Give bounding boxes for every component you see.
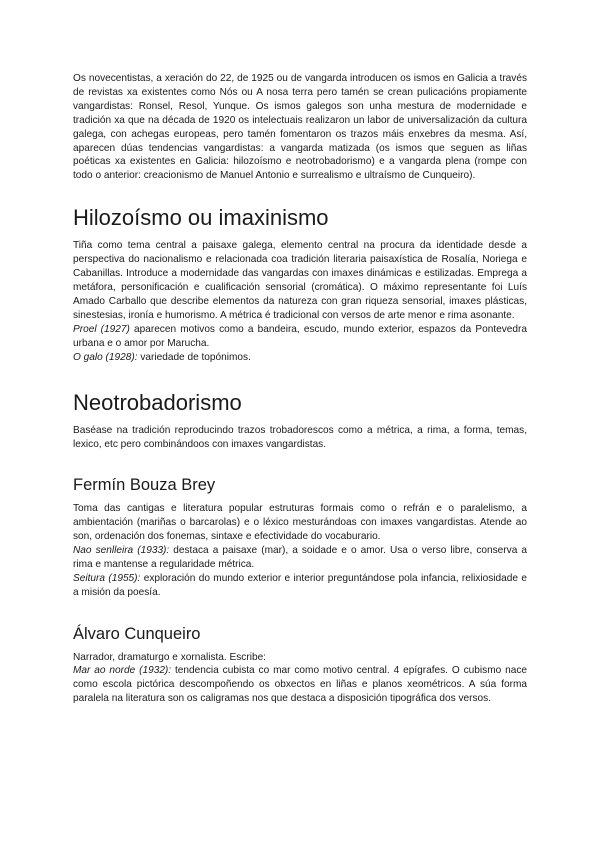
- heading-neotrobadorismo: Neotrobadorismo: [73, 390, 242, 416]
- work-title-mar-ao-norde: Mar ao norde (1932):: [73, 665, 172, 677]
- work-text-mar-ao-norde: tendencia cubista co mar como motivo central. 4 epígrafes. O cubismo nace como escola pictórica descompoñendo os obxectos en liñas e planos xeométricos. A súa forma paralela na literatura son os caligramas nos que destaca a disposición tipográfica dos versos.: [73, 665, 528, 705]
- work-seitura: [73, 572, 527, 600]
- work-title-seitura: Seitura (1955):: [73, 572, 141, 584]
- work-title-nao-senlleira: Nao senlleira (1933):: [73, 544, 170, 556]
- neotrobadorismo-paragraph: Baséase na tradición reproducindo trazos trobadorescos como a métrica, a rima, a forma, temas, lexico, etc pero combinándoos con imaxes vangardistas.: [73, 425, 527, 451]
- intro-paragraph: Os novecentistas, a xeración do 22, de 1925 ou de vangarda introducen os ismos en Galicia a través de revistas xa existentes como Nós ou A nosa terra pero tamén se crean pulicacións propiamente vangardistas: Ronsel, Resol, Yunque. Os ismos galegos son unha mestura de modernidade e tradición xa que na década de 1920 os intelectuais realizaron un labor de universalización da cultura galega, con achegas europeas, pero tamén fomentaron os trazos máis enxebres da mesma. Así, aparecen dúas tendencias vangardistas: a vangarda matizada (os ismos que seguen as liñas poéticas xa existentes en Galicia: hilozoísmo e neotrobadorismo) e a vangarda plena (rompe con todo o anterior: creacionismo de Manuel Antonio e surrealismo e ultraísmo de Cunqueiro).: [73, 73, 527, 182]
- bouza-paragraph: Toma das cantigas e literatura popular estruturas formais como o refrán e o paralelismo, a ambientación (mariñas o barcarolas) e o léxico mesturándoas con imaxes vangardistas. Atende ao son, ordenación dos fonemas, sintaxe e efectividade do vocaburario.: [73, 503, 527, 543]
- heading-hilozoismo: Hilozoísmo ou imaxinismo: [73, 205, 329, 231]
- cunqueiro-intro: Narrador, dramaturgo e xornalista. Escribe:: [73, 651, 266, 663]
- work-mar-ao-norde: [73, 664, 527, 706]
- work-proel: [73, 323, 527, 351]
- work-title-proel: Proel (1927): [73, 323, 130, 335]
- work-text-nao-senlleira: destaca a paisaxe (mar), a soidade e o amor. Usa o verso libre, conserva a rima e mantense a regularidade métrica.: [73, 544, 527, 570]
- hilozoismo-paragraph: Tiña como tema central a paisaxe galega, elemento central na procura da identidade desde a perspectiva do nacionalismo e relacionada coa tradición literaria paisaxística de Rosalía, Noriega e Cabanillas. Introduce a modernidade das vangardas con imaxes dinámicas e estilizadas. Emprega a metáfora, personificación e cualificación sensorial (cromática). O máximo representante foi Luís Amado Carballo que describe elementos da natureza con gran riqueza sensorial, imaxes plásticas, sinestesias, ironía e humorismo. A métrica é tradicional con versos de arte menor e rima asonante.: [73, 240, 527, 321]
- work-title-o-galo: O galo (1928):: [73, 351, 138, 363]
- heading-fermin-bouza-brey: Fermín Bouza Brey: [73, 476, 216, 495]
- work-text-proel: aparecen motivos como a bandeira, escudo, mundo exterior, espazos da Pontevedra urbana e o amor por Marucha.: [73, 323, 528, 349]
- work-text-o-galo: variedade de topónimos.: [137, 351, 251, 363]
- work-o-galo: [73, 351, 527, 365]
- work-nao-senlleira: [73, 544, 527, 572]
- document-page: [73, 72, 527, 706]
- heading-alvaro-cunqueiro: Álvaro Cunqueiro: [73, 624, 201, 643]
- work-text-seitura: exploración do mundo exterior e interior preguntándose pola infancia, relixiosidade e a misión da poesía.: [73, 572, 527, 598]
